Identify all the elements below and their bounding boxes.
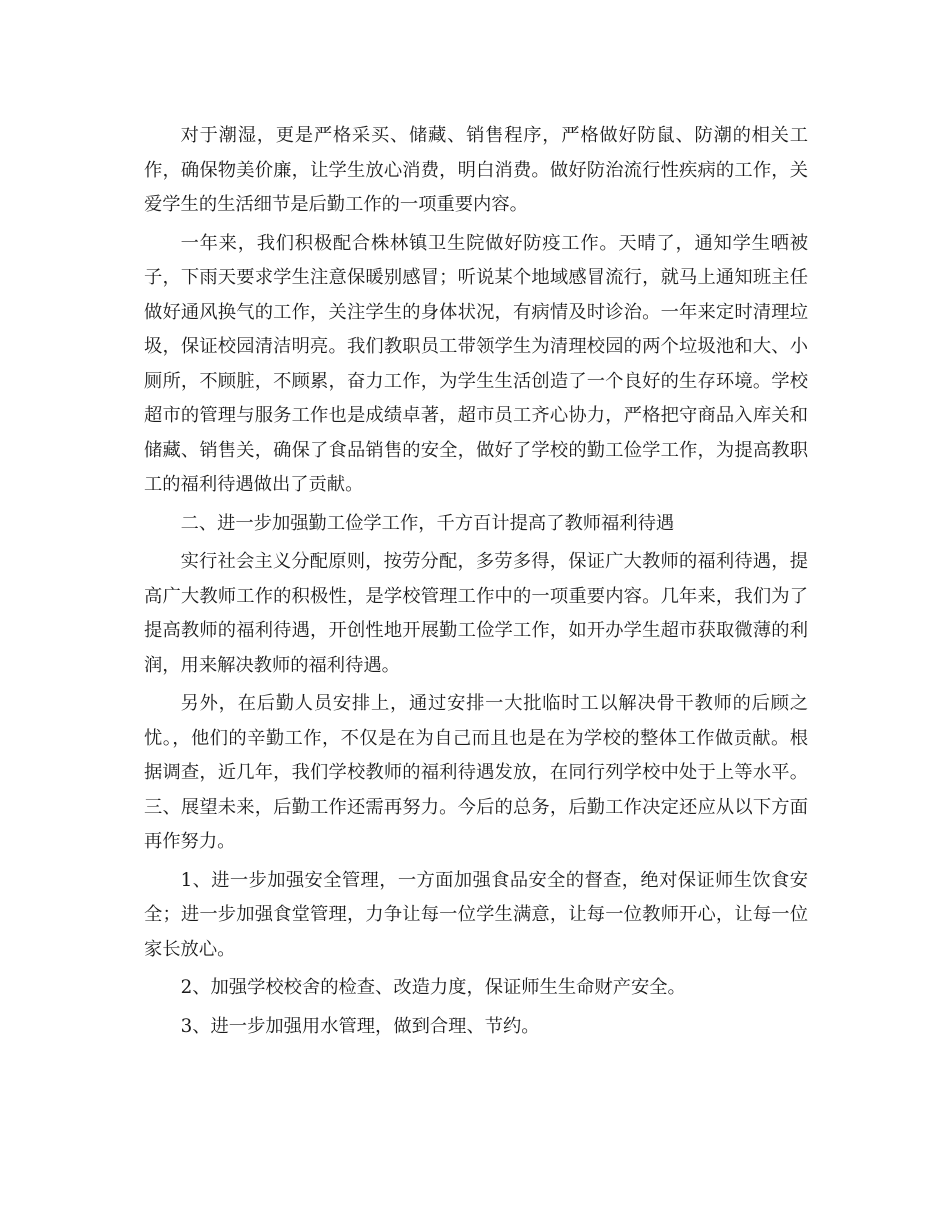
list-item-1: 1、进一步加强安全管理，一方面加强食品安全的督查，绝对保证师生饮食安全；进一步加强食堂管理，力争让每一位学生满意，让每一位教师开心，让每一位家长放心。 [144, 869, 808, 960]
document-body [144, 119, 808, 1048]
section-heading-2: 二、进一步加强勤工俭学工作，千方百计提高了教师福利待遇 [180, 512, 675, 534]
list-item-3: 3、进一步加强用水管理，做到合理、节约。 [180, 1015, 540, 1037]
list-item-2: 2、加强学校校舍的检查、改造力度，保证师生生命财产安全。 [180, 977, 686, 998]
paragraph-1: 对于潮湿，更是严格采买、储藏、销售程序，严格做好防鼠、防潮的相关工作，确保物美价廉，让学生放心消费，明白消费。做好防治流行性疾病的工作，关爱学生的生活细节是后勤工作的一项重要内容。 [144, 125, 808, 215]
paragraph-4: 另外，在后勤人员安排上，通过安排一大批临时工以解决骨干教师的后顾之忧。，他们的辛勤工作，不仅是在为自己而且也是在为学校的整体工作做贡献。根据调查，近几年，我们学校教师的福利待遇发放，在同行列学校中处于上等水平。三、展望未来，后勤工作还需再努力。今后的总务，后勤工作决定还应从以下方面再作努力。 [144, 693, 808, 852]
paragraph-2: 一年来，我们积极配合株林镇卫生院做好防疫工作。天晴了，通知学生晒被子，下雨天要求学生注意保暖别感冒；听说某个地域感冒流行，就马上通知班主任做好通风换气的工作，关注学生的身体状况，有病情及时诊治。一年来定时清理垃圾，保证校园清洁明亮。我们教职员工带领学生为清理校园的两个垃圾池和大、小厕所，不顾脏，不顾累，奋力工作，为学生生活创造了一个良好的生存环境。学校超市的管理与服务工作也是成绩卓著，超市员工齐心协力，严格把守商品入库关和储藏、销售关，确保了食品销售的安全，做好了学校的勤工俭学工作，为提高教职工的福利待遇做出了贡献。 [144, 232, 808, 495]
paragraph-3: 实行社会主义分配原则，按劳分配，多劳多得，保证广大教师的福利待遇，提高广大教师工作的积极性，是学校管理工作中的一项重要内容。几年来，我们为了提高教师的福利待遇，开创性地开展勤工俭学工作，如开办学生超市获取微薄的利润，用来解决教师的福利待遇。 [144, 551, 808, 676]
